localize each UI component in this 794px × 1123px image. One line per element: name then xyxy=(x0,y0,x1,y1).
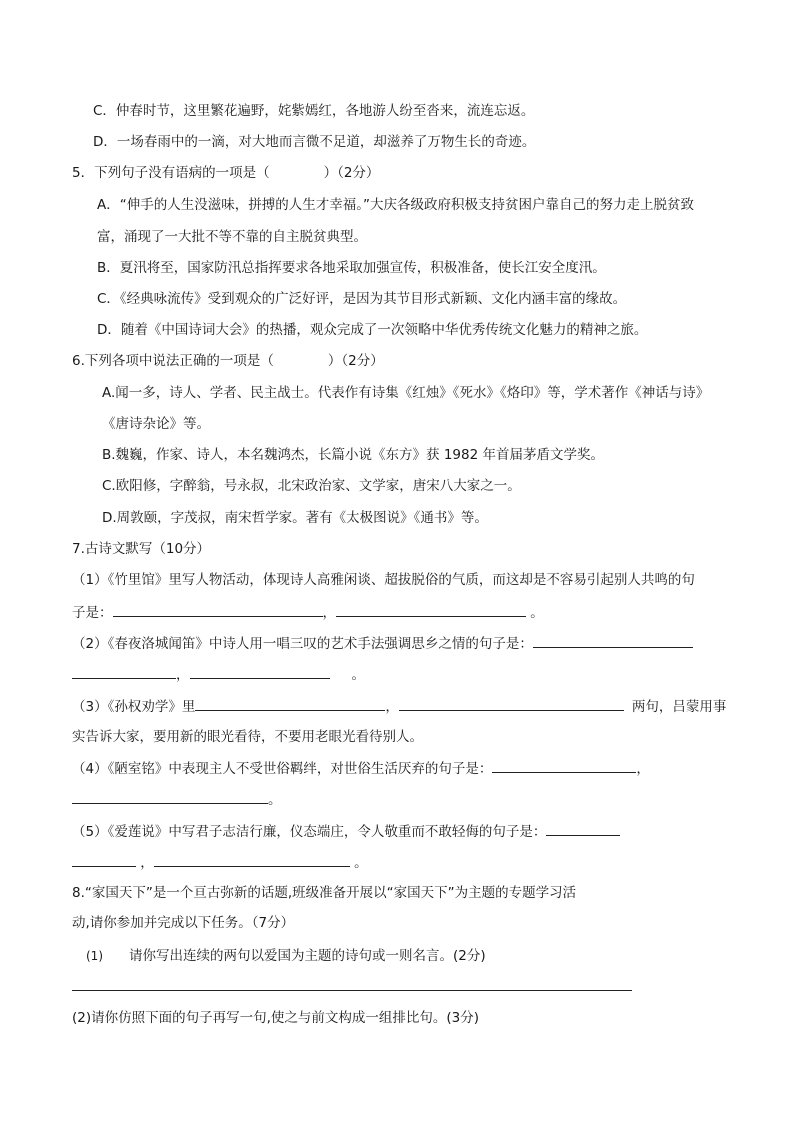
q7-stem: 7.古诗文默写（10分） xyxy=(72,541,211,557)
q5-option-a: A．“伸手的人生没滋味，拼搏的人生才幸福。”大庆各级政府积极支持贫困户靠自己的努力走上脱贫致 xyxy=(97,197,694,213)
comma: ， xyxy=(385,699,399,715)
q7-s3-cont: 实告诉大家，要用新的眼光看待，不要用老眼光看待别人。 xyxy=(72,729,423,745)
answer-blank[interactable] xyxy=(546,821,620,836)
period: 。 xyxy=(268,792,282,808)
q5-stem: 5．下列句子没有语病的一项是（ ）（2分） xyxy=(72,165,380,181)
q7-s4-prompt: （4）《陋室铭》中表现主人不受世俗羁绊，对世俗生活厌弃的句子是： xyxy=(72,761,493,777)
period: 。 xyxy=(351,667,365,683)
q6-option-d: D.周敦颐，字茂叔，南宋哲学家。著有《太极图说》《通书》等。 xyxy=(102,510,488,526)
q7-s5-answer-row xyxy=(72,852,368,873)
q8-task1-row xyxy=(86,946,486,966)
period: 。 xyxy=(354,855,368,871)
q7-s2-row xyxy=(72,633,693,654)
q7-s3-prefix: （3）《孙权劝学》里 xyxy=(72,699,196,715)
q7-s1-prefix: 子是： xyxy=(72,605,113,621)
answer-blank[interactable] xyxy=(399,696,624,711)
q8-task2-prompt: (2)请你仿照下面的句子再写一句,使之与前文构成一组排比句。(3分) xyxy=(72,1010,480,1026)
comma: ， xyxy=(636,761,650,777)
q6-option-b: B.魏巍，作家、诗人，本名魏鸿杰，长篇小说《东方》获 1982 年首届茅盾文学奖。 xyxy=(102,447,604,463)
period: 。 xyxy=(530,605,544,621)
q5-option-b: B．夏汛将至，国家防汛总指挥要求各地采取加强宣传，积极准备，使长江安全度汛。 xyxy=(97,260,606,276)
q5-option-c: C．《经典咏流传》受到观众的广泛好评，是因为其节目形式新颖、文化内涵丰富的缘故。 xyxy=(97,291,627,307)
comma: ， xyxy=(140,855,154,871)
answer-blank[interactable] xyxy=(72,789,268,804)
answer-blank[interactable] xyxy=(72,664,176,679)
comma: ， xyxy=(176,667,190,683)
q7-s5-prompt: （5）《爱莲说》中写君子志洁行廉，仪态端庄，令人敬重而不敢轻侮的句子是： xyxy=(72,824,547,840)
answer-blank[interactable] xyxy=(336,602,526,617)
q7-s3-suffix: 两句，吕蒙用事 xyxy=(631,699,727,715)
q7-s3-row xyxy=(72,696,726,717)
answer-blank[interactable] xyxy=(533,633,693,648)
q6-option-c: C.欧阳修，字醉翁，号永叔，北宋政治家、文学家，唐宋八大家之一。 xyxy=(102,478,521,494)
q5-option-d: D．随着《中国诗词大会》的热播，观众完成了一次领略中华优秀传统文化魅力的精神之旅。 xyxy=(97,322,648,338)
answer-blank[interactable] xyxy=(190,664,330,679)
answer-blank[interactable] xyxy=(72,852,136,867)
q8-task1-prompt: 请你写出连续的两句以爱国为主题的诗句或一则名言。(2分) xyxy=(129,948,486,964)
q7-s4-row xyxy=(72,758,650,779)
q7-s2-answer-row xyxy=(72,664,365,685)
q6-stem: 6.下列各项中说法正确的一项是（ ）（2分） xyxy=(72,353,384,369)
q7-s1-answer-row xyxy=(72,602,544,623)
q6-option-a-cont: 《唐诗杂论》等。 xyxy=(102,416,210,432)
q7-s2-prompt: （2）《春夜洛城闻笛》中诗人用一唱三叹的艺术手法强调思乡之情的句子是： xyxy=(72,636,533,652)
q7-s1-prompt: （1）《竹里馆》里写人物活动，体现诗人高雅闲谈、超拔脱俗的气质，而这却是不容易引起别人共鸣的句 xyxy=(72,572,695,588)
q8-task1-number: (1) xyxy=(86,949,103,963)
answer-blank[interactable] xyxy=(195,696,385,711)
q6-option-a: A.闻一多，诗人、学者、民主战士。代表作有诗集《红烛》《死水》《烙印》等，学术著作《神话与诗》 xyxy=(102,385,710,401)
answer-blank[interactable] xyxy=(113,602,323,617)
q8-stem-cont: 动,请你参加并完成以下任务。（7分） xyxy=(72,915,295,931)
q7-s5-row xyxy=(72,821,620,842)
answer-blank[interactable] xyxy=(154,852,350,867)
q4-option-d: D．一场春雨中的一滴，对大地而言微不足道，却滋养了万物生长的奇迹。 xyxy=(93,134,536,150)
q8-stem: 8.“家国天下”是一个亘古弥新的话题,班级准备开展以“家国天下”为主题的专题学习活 xyxy=(72,885,577,901)
comma: ， xyxy=(322,605,336,621)
q5-option-a-cont: 富，涌现了一大批不等不靠的自主脱贫典型。 xyxy=(97,229,367,245)
answer-blank[interactable] xyxy=(492,758,636,773)
q8-task1-answer-line[interactable] xyxy=(72,990,632,991)
q7-s4-answer-row xyxy=(72,789,282,810)
q4-option-c: C．仲春时节，这里繁花遍野，姹紫嫣红，各地游人纷至沓来，流连忘返。 xyxy=(93,103,535,119)
